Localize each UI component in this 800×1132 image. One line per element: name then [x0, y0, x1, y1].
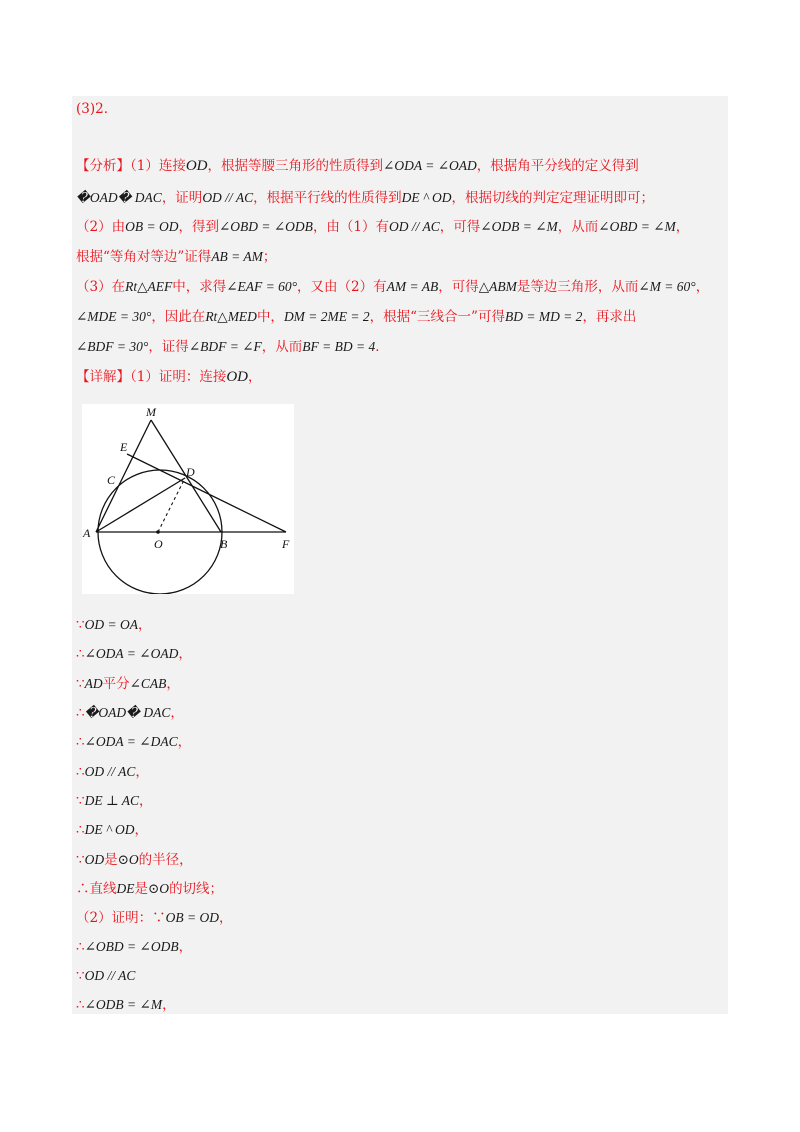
text-segment: ，可得: [438, 279, 479, 295]
math-expression: ∠OBD = ∠ODB: [84, 939, 179, 954]
text-line: [76, 909, 232, 927]
text-segment: ，: [177, 734, 192, 750]
label-c: C: [107, 473, 116, 487]
math-expression: ∠ODA = ∠DAC: [84, 734, 178, 749]
text-segment: ，: [248, 369, 262, 385]
text-line: [76, 821, 148, 839]
text-segment: ∵: [76, 617, 85, 633]
text-segment: ；: [262, 249, 277, 265]
point-o: [156, 530, 160, 534]
text-segment: ，根据等腰三角形的性质得到: [207, 158, 384, 174]
text-segment: ，又由（2）有: [297, 279, 387, 295]
text-segment: ，: [178, 939, 193, 955]
text-segment: ∴: [76, 646, 85, 662]
math-expression: DE ^ OD: [401, 190, 452, 205]
label-m: M: [146, 405, 156, 419]
math-expression: ⊙O: [148, 881, 170, 896]
text-segment: ，: [675, 219, 690, 235]
label-d: D: [186, 465, 195, 479]
math-expression: OD // AC: [389, 219, 440, 234]
text-segment: ，: [135, 764, 149, 780]
math-expression: OD: [84, 852, 105, 867]
text-line: [76, 880, 223, 898]
text-segment: ，: [178, 646, 192, 662]
text-segment: （3）在: [76, 279, 126, 295]
text-segment: ，证得: [148, 339, 189, 355]
math-expression: �OAD� DAC: [84, 705, 171, 720]
math-expression: ∠CAB: [129, 676, 167, 691]
text-line: [76, 616, 151, 634]
text-segment: (3)2．: [76, 101, 118, 117]
text-line: [76, 938, 192, 956]
text-segment: 是: [104, 852, 118, 868]
math-expression: OD // AC: [84, 764, 136, 779]
text-segment: 是等边三角形，从而: [516, 279, 639, 295]
text-segment: ，: [137, 617, 152, 633]
text-line: [76, 218, 689, 236]
math-expression: AD: [84, 676, 103, 691]
text-segment: ，根据“三线合一”可得: [369, 309, 505, 325]
text-segment: ∵: [76, 852, 85, 868]
text-segment: ∵: [76, 968, 85, 984]
text-segment: ，: [170, 705, 184, 721]
math-expression: Rt△AEF: [125, 279, 173, 294]
math-expression: ∠ODA = ∠OAD: [383, 158, 477, 173]
text-line: [76, 792, 153, 810]
text-segment: 中，: [256, 309, 284, 325]
text-line: [76, 851, 193, 869]
text-segment: 中，求得: [172, 279, 227, 295]
text-segment: ∴: [76, 822, 85, 838]
math-expression: ∠EAF = 60°: [226, 279, 298, 294]
math-expression: BF = BD = 4: [302, 339, 376, 354]
text-segment: ∵: [76, 793, 85, 809]
text-line: [76, 704, 184, 722]
text-segment: 根据“等角对等边”证得: [76, 249, 212, 265]
math-expression: �OAD� DAC: [76, 190, 162, 205]
geometry-figure: [82, 404, 294, 594]
text-line: [76, 996, 176, 1014]
text-line: [76, 308, 636, 326]
text-segment: ，: [695, 279, 710, 295]
text-segment: ∴: [76, 734, 85, 750]
text-line: [76, 157, 639, 175]
text-segment: ∴直线: [76, 881, 117, 897]
figure-svg: [82, 404, 294, 594]
text-segment: ，根据平行线的性质得到: [253, 190, 402, 206]
text-line: [76, 278, 709, 296]
text-segment: 的切线；: [169, 881, 224, 897]
text-line: [76, 967, 135, 985]
text-segment: 平分: [102, 676, 130, 692]
math-expression: DE: [116, 881, 135, 896]
text-segment: ，: [134, 822, 149, 838]
label-e: E: [120, 440, 128, 454]
text-segment: ∴: [76, 939, 85, 955]
text-segment: ，由（1）有: [312, 219, 390, 235]
text-segment: ∴: [76, 764, 85, 780]
math-expression: OB = OD: [125, 219, 179, 234]
text-line: [76, 675, 180, 693]
text-line: [76, 100, 117, 118]
math-expression: OD // AC: [202, 190, 254, 205]
text-line: [76, 733, 191, 751]
text-segment: ，: [166, 676, 180, 692]
math-expression: OD // AC: [84, 968, 136, 983]
math-expression: ∠OBD = ∠M: [598, 219, 676, 234]
text-segment: ，可得: [439, 219, 481, 235]
math-expression: ∠BDF = ∠F: [188, 339, 262, 354]
math-expression: DM = 2ME = 2: [283, 309, 370, 324]
line-ef: [127, 454, 286, 532]
math-expression: Rt△MED: [205, 309, 257, 324]
math-expression: AB = AM: [211, 249, 263, 264]
text-segment: （2）证明：∵: [76, 910, 166, 926]
text-segment: ∴: [76, 705, 85, 721]
text-segment: ，再求出: [582, 309, 637, 325]
label-b: B: [220, 537, 228, 551]
text-segment: ∴: [76, 997, 85, 1013]
text-segment: ，因此在: [151, 309, 206, 325]
text-segment: 的半径，: [138, 852, 193, 868]
label-o: O: [154, 537, 163, 551]
math-expression: OD: [185, 158, 208, 174]
text-segment: ，得到: [178, 219, 219, 235]
text-segment: ，: [218, 910, 233, 926]
math-expression: ∠ODB = ∠M: [84, 997, 163, 1012]
text-segment: ，从而: [557, 219, 599, 235]
text-line: [76, 368, 262, 386]
math-expression: ⊙O: [117, 852, 139, 867]
text-segment: ，从而: [261, 339, 303, 355]
text-segment: ，: [139, 793, 153, 809]
text-line: [76, 189, 654, 207]
text-line: [76, 763, 149, 781]
math-expression: ∠BDF = 30°: [76, 339, 149, 354]
math-expression: ∠ODA = ∠OAD: [84, 646, 179, 661]
math-expression: ∠OBD = ∠ODB: [218, 219, 313, 234]
math-expression: ∠ODB = ∠M: [480, 219, 558, 234]
label-f: F: [282, 537, 290, 551]
text-segment: 【分析】（1）连接: [76, 158, 186, 174]
text-segment: ∵: [76, 676, 85, 692]
math-expression: ∠MDE = 30°: [76, 309, 152, 324]
text-segment: ，: [162, 997, 176, 1013]
text-segment: ，根据切线的判定定理证明即可；: [451, 190, 655, 206]
math-expression: ∠M = 60°: [638, 279, 696, 294]
text-segment: 是: [134, 881, 148, 897]
label-a: A: [83, 526, 91, 540]
text-segment: ，根据角平分线的定义得到: [476, 158, 639, 174]
math-expression: DE ⊥ AC: [84, 793, 140, 808]
math-expression: AM = AB: [386, 279, 439, 294]
math-expression: OD: [226, 369, 249, 385]
math-expression: BD = MD = 2: [504, 309, 583, 324]
text-segment: 【详解】（1）证明：连接: [76, 369, 227, 385]
math-expression: △ABM: [478, 279, 517, 294]
text-line: [76, 248, 276, 266]
text-segment: ．: [375, 339, 389, 355]
math-expression: DE ^ OD: [84, 822, 135, 837]
math-expression: OD = OA: [84, 617, 138, 632]
text-segment: （2）由: [76, 219, 126, 235]
text-line: [76, 338, 389, 356]
math-expression: OB = OD: [165, 910, 219, 925]
text-segment: ，证明: [161, 190, 203, 206]
text-line: [76, 645, 192, 663]
